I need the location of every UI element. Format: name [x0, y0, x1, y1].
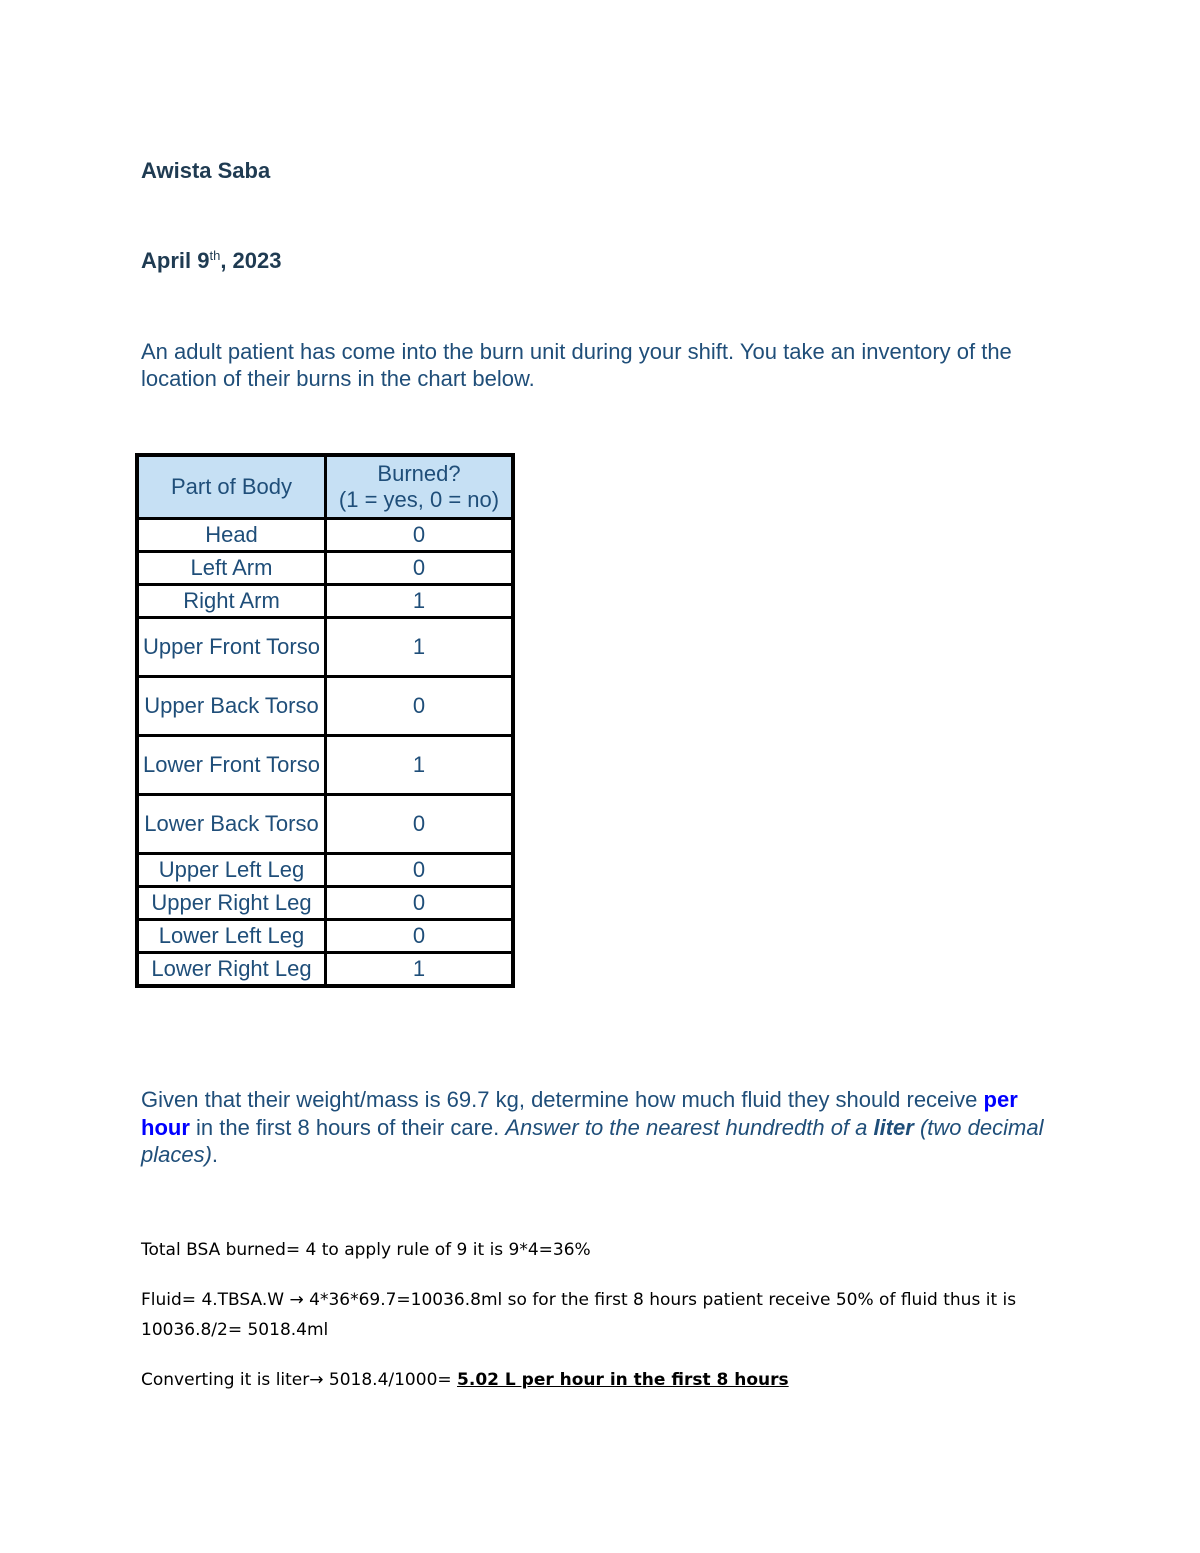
work-line-fluid: Fluid= 4.TBSA.W → 4*36*69.7=10036.8ml so for the first 8 hours patient receive 50% of fluid thus it is 10036.8/2= 5018.4ml — [141, 1290, 1017, 1340]
body-part-cell: Upper Right Leg — [137, 887, 326, 920]
body-part-cell: Lower Front Torso — [137, 736, 326, 795]
body-part-cell: Right Arm — [137, 585, 326, 618]
burned-value-cell: 1 — [326, 618, 514, 677]
body-part-cell: Upper Left Leg — [137, 854, 326, 887]
intro-paragraph: An adult patient has come into the burn unit during your shift. You take an inventory of the location of their burns in the chart below. — [141, 339, 1012, 391]
arrow-right-icon: → — [289, 1290, 304, 1310]
body-part-cell: Left Arm — [137, 552, 326, 585]
work-line-conversion: Converting it is liter→ 5018.4/1000= 5.02 L per hour in the first 8 hours — [141, 1370, 789, 1390]
document-date — [141, 248, 281, 274]
header-burned: Burned? (1 = yes, 0 = no) — [326, 455, 514, 519]
burn-inventory-table — [135, 453, 515, 988]
burned-value-cell: 0 — [326, 887, 514, 920]
work-line-bsa: Total BSA burned= 4 to apply rule of 9 it is 9*4=36% — [141, 1240, 591, 1260]
student-name: Awista Saba — [141, 158, 271, 183]
final-answer: 5.02 L per hour in the first 8 hours — [457, 1370, 789, 1390]
body-part-cell: Head — [137, 519, 326, 552]
table-row — [137, 519, 513, 552]
date-month-day: April 9 — [141, 248, 210, 273]
burned-value-cell: 0 — [326, 854, 514, 887]
liter-emphasis: liter — [873, 1114, 914, 1140]
table-row — [137, 618, 513, 677]
table-row — [137, 736, 513, 795]
body-part-cell: Upper Front Torso — [137, 618, 326, 677]
question-instruction: Answer to the nearest hundredth of a liter (two decimal places) — [141, 1114, 1044, 1167]
table-row — [137, 795, 513, 854]
table-row — [137, 854, 513, 887]
arrow-right-icon: → — [309, 1370, 324, 1390]
burned-value-cell: 0 — [326, 677, 514, 736]
burned-value-cell: 0 — [326, 795, 514, 854]
burned-value-cell: 0 — [326, 519, 514, 552]
header-part-of-body: Part of Body — [137, 455, 326, 519]
body-part-cell: Lower Left Leg — [137, 920, 326, 953]
table-row — [137, 920, 513, 953]
burned-value-cell: 1 — [326, 953, 514, 987]
body-part-cell: Lower Back Torso — [137, 795, 326, 854]
table-row — [137, 953, 513, 987]
date-year: , 2023 — [220, 248, 282, 273]
body-part-cell: Lower Right Leg — [137, 953, 326, 987]
table-row — [137, 677, 513, 736]
question-text: Given that their weight/mass is 69.7 kg, determine how much fluid they should receive — [141, 1087, 984, 1112]
burned-value-cell: 1 — [326, 585, 514, 618]
question-paragraph: Given that their weight/mass is 69.7 kg, determine how much fluid they should receive per hour in the first 8 hours of their care. Answer to the nearest hundredth of a liter (two decimal places). — [141, 1087, 1044, 1167]
question-text-cont: in the first 8 hours of their care. — [189, 1114, 506, 1140]
burned-value-cell: 0 — [326, 552, 514, 585]
per-hour-emphasis: per hour — [141, 1087, 1018, 1140]
table-row — [137, 552, 513, 585]
date-ordinal-suffix: th — [209, 248, 221, 263]
table-row — [137, 887, 513, 920]
body-part-cell: Upper Back Torso — [137, 677, 326, 736]
burned-value-cell: 1 — [326, 736, 514, 795]
burned-value-cell: 0 — [326, 920, 514, 953]
table-row — [137, 585, 513, 618]
